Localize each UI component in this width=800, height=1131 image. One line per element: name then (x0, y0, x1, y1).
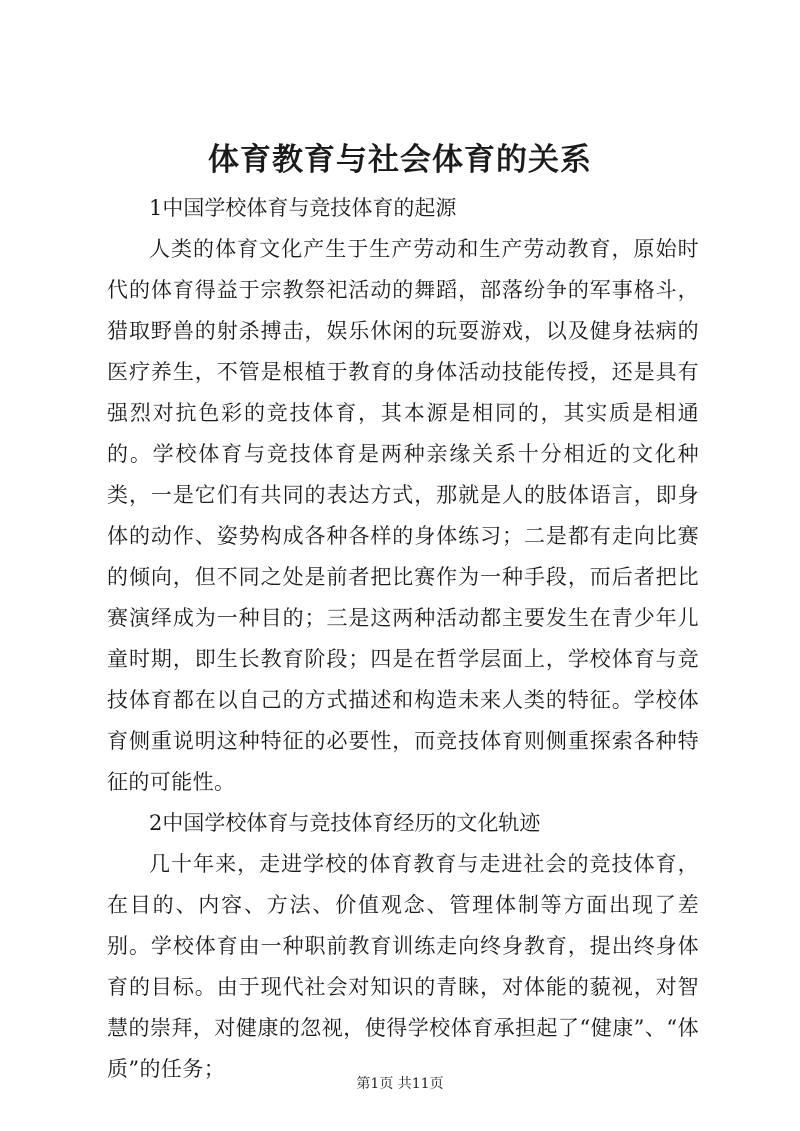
document-title: 体育教育与社会体育的关系 (208, 142, 592, 178)
document-body (107, 188, 699, 1090)
page-footer (0, 1074, 800, 1094)
section-paragraph-1: 人类的体育文化产生于生产劳动和生产劳动教育，原始时代的体育得益于宗教祭祀活动的舞蹈，部落纷争的军事格斗，猎取野兽的射杀搏击，娱乐休闲的玩耍游戏，以及健身祛病的医疗养生，不管是根植于教育的身体活动技能传授，还是具有强烈对抗色彩的竞技体育，其本源是相同的，其实质是相通的。学校体育与竞技体育是两种亲缘关系十分相近的文化种类，一是它们有共同的表达方式，那就是人的肢体语言，即身体的动作、姿势构成各种各样的身体练习；二是都有走向比赛的倾向，但不同之处是前者把比赛作为一种手段，而后者把比赛演绎成为一种目的；三是这两种活动都主要发生在青少年儿童时期，即生长教育阶段；四是在哲学层面上，学校体育与竞技体育都在以自己的方式描述和构造未来人类的特征。学校体育侧重说明这种特征的必要性，而竞技体育则侧重探索各种特征的可能性。 (107, 237, 699, 794)
section-heading-2: 2中国学校体育与竞技体育经历的文化轨迹 (149, 811, 541, 835)
page-number-label: 第1页 共11页 (356, 1076, 444, 1092)
section-paragraph-2: 几十年来，走进学校的体育教育与走进社会的竞技体育，在目的、内容、方法、价值观念、管理体制等方面出现了差别。学校体育由一种职前教育训练走向终身教育，提出终身体育的目标。由于现代社会对知识的青睐，对体能的藐视，对智慧的崇拜，对健康的忽视，使得学校体育承担起了“健康”、“体质”的任务； (107, 852, 699, 1081)
section-heading-1: 1中国学校体育与竞技体育的起源 (149, 196, 457, 220)
